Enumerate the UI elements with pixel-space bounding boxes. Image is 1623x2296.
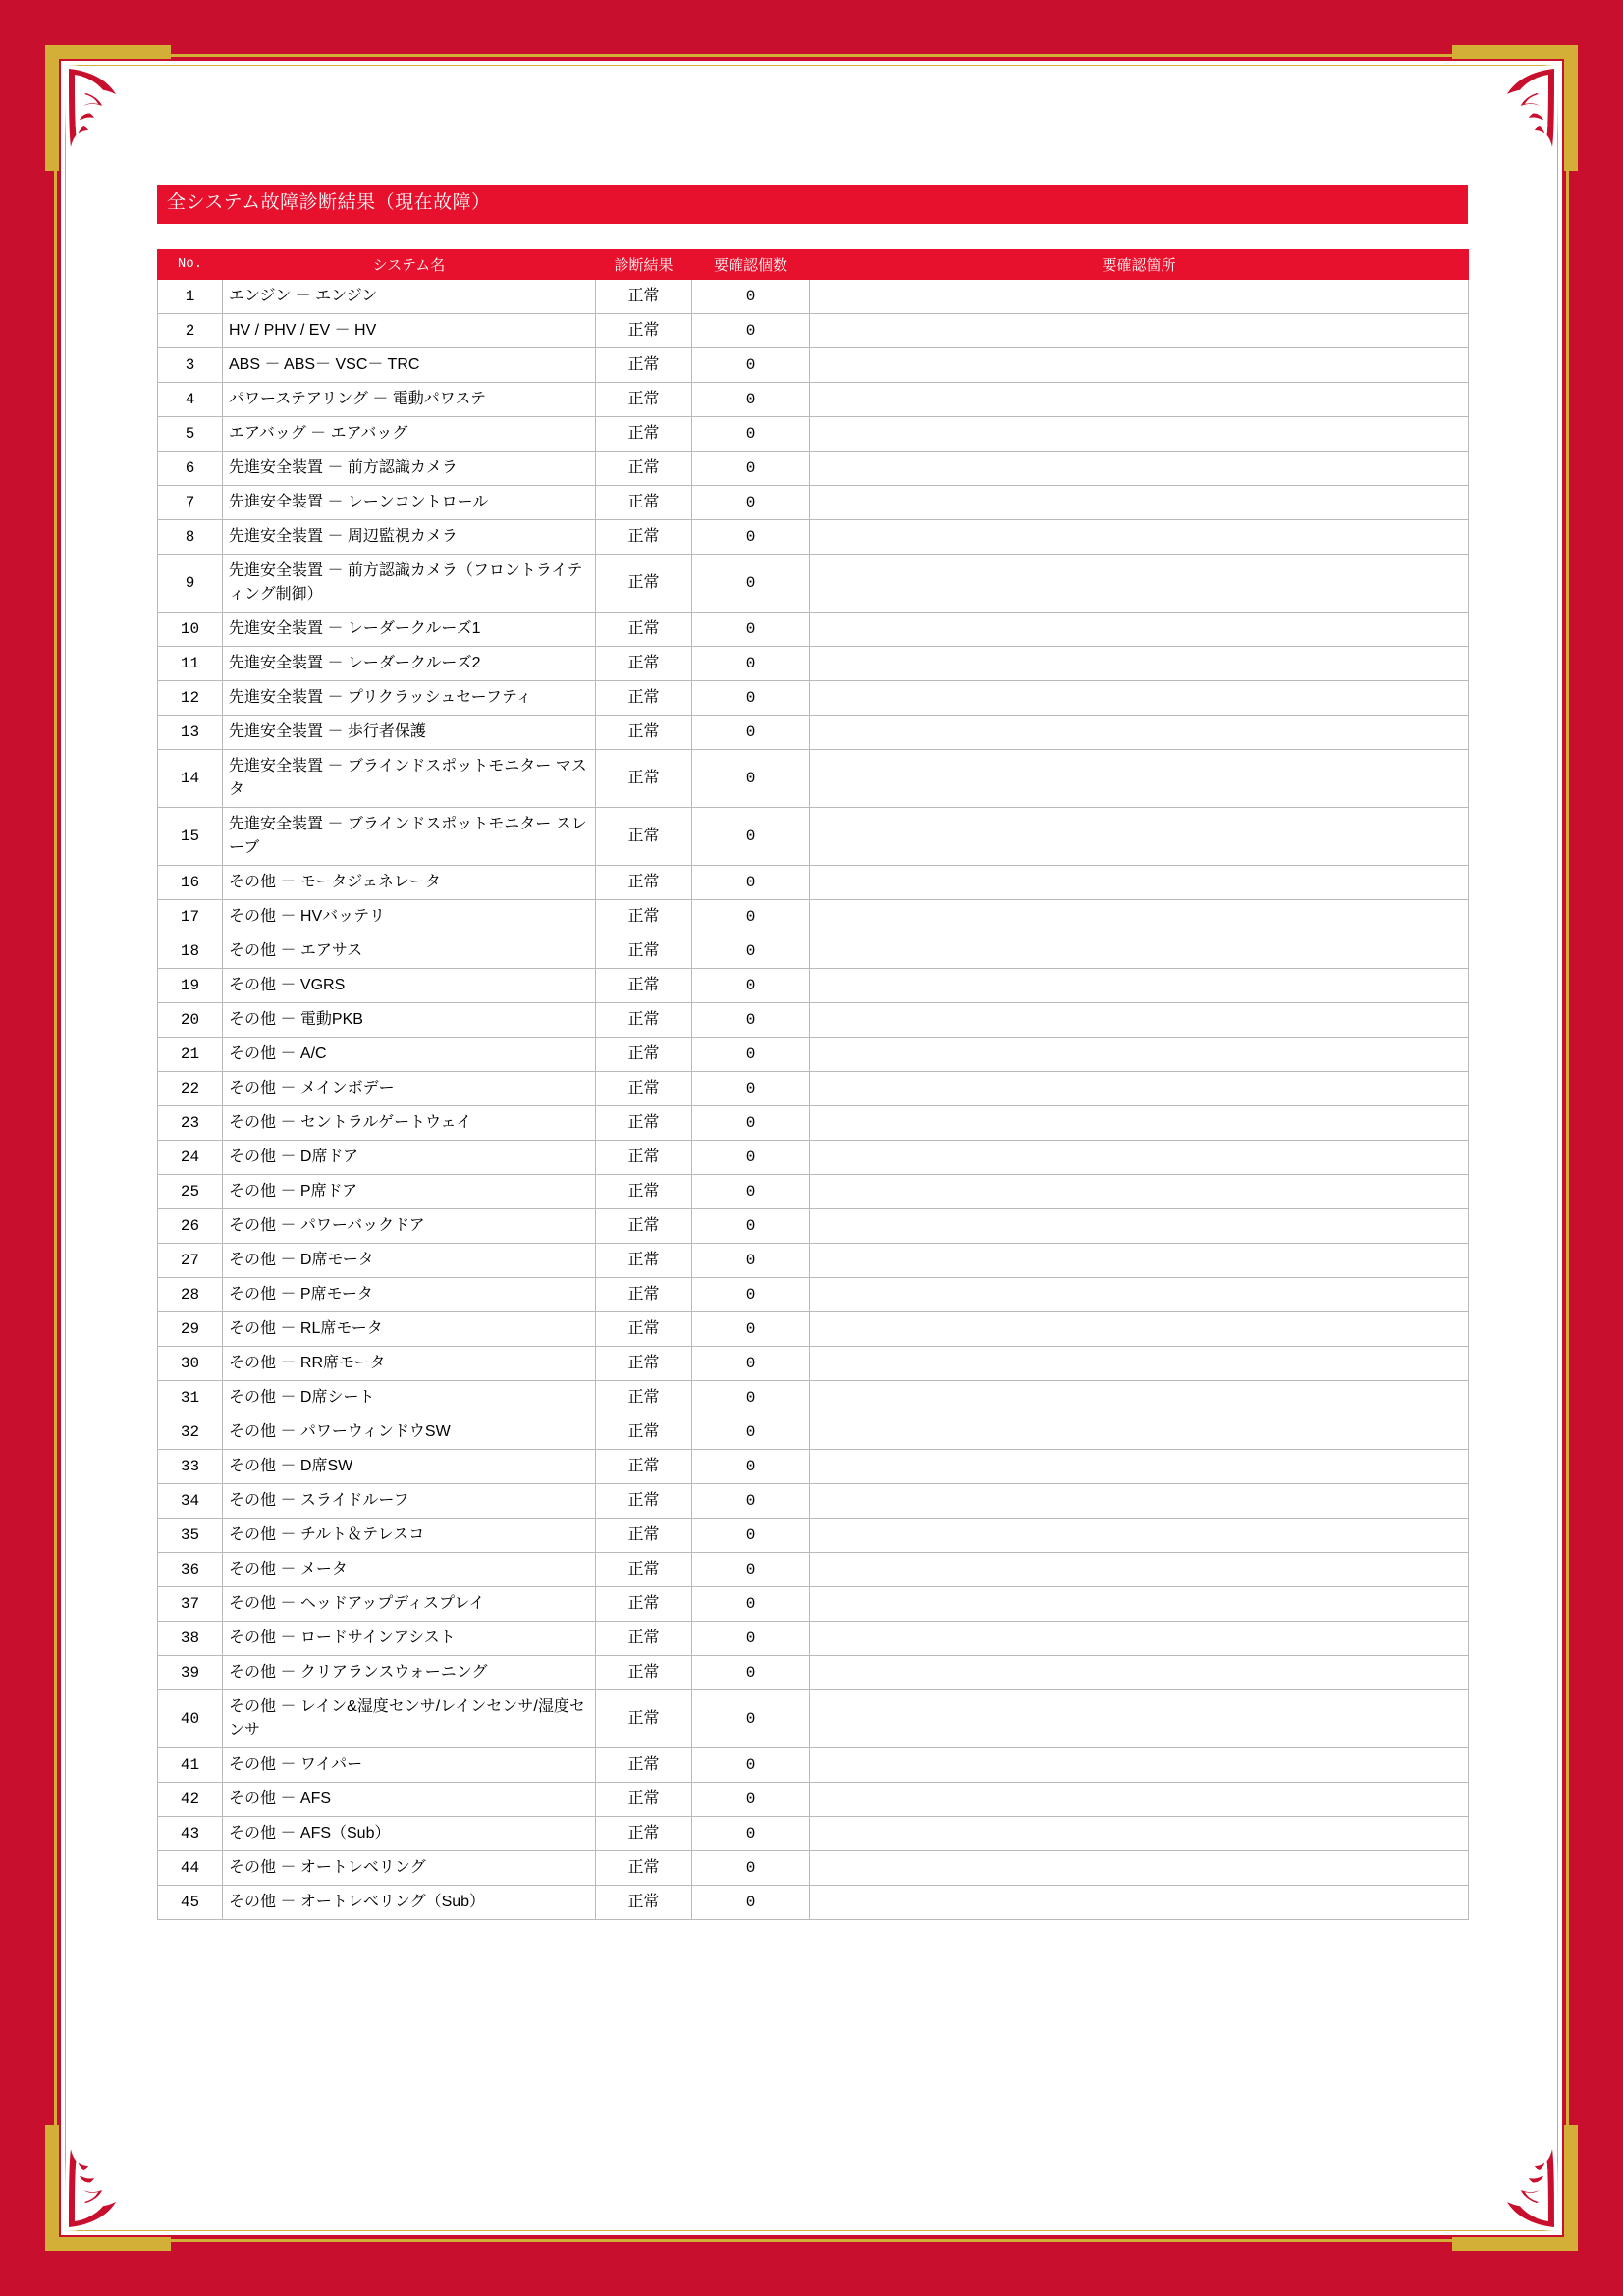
table-row [158, 934, 1469, 968]
cell-no: 27 [158, 1243, 223, 1277]
table-row [158, 1140, 1469, 1174]
cell-count: 0 [692, 899, 810, 934]
cell-result: 正常 [596, 899, 692, 934]
cell-system: 先進安全装置 － 前方認識カメラ（フロントライティング制御） [223, 554, 596, 612]
cell-place [810, 807, 1469, 865]
cell-count: 0 [692, 1655, 810, 1689]
cell-system: エアバッグ － エアバッグ [223, 416, 596, 451]
cell-no: 6 [158, 451, 223, 485]
cell-system: その他 － HVバッテリ [223, 899, 596, 934]
cell-no: 1 [158, 279, 223, 313]
cell-place [810, 1311, 1469, 1346]
document-content [157, 185, 1468, 1920]
cell-count: 0 [692, 1105, 810, 1140]
cell-place [810, 1037, 1469, 1071]
cell-system: その他 － チルト＆テレスコ [223, 1518, 596, 1552]
cell-count: 0 [692, 416, 810, 451]
cell-system: その他 － クリアランスウォーニング [223, 1655, 596, 1689]
cell-result: 正常 [596, 1415, 692, 1449]
cell-result: 正常 [596, 279, 692, 313]
cell-system: 先進安全装置 － レーダークルーズ1 [223, 612, 596, 646]
cell-no: 20 [158, 1002, 223, 1037]
cell-count: 0 [692, 1552, 810, 1586]
cell-system: その他 － オートレベリング [223, 1850, 596, 1885]
cell-no: 9 [158, 554, 223, 612]
cell-place [810, 279, 1469, 313]
diagnostic-results-table [157, 249, 1469, 1920]
table-row [158, 1885, 1469, 1919]
cell-no: 14 [158, 749, 223, 807]
cell-no: 24 [158, 1140, 223, 1174]
table-row [158, 451, 1469, 485]
cell-result: 正常 [596, 680, 692, 715]
cell-system: その他 － AFS（Sub） [223, 1816, 596, 1850]
cell-result: 正常 [596, 1552, 692, 1586]
cell-no: 4 [158, 382, 223, 416]
cell-count: 0 [692, 715, 810, 749]
column-header-system: システム名 [223, 249, 596, 279]
cell-count: 0 [692, 1311, 810, 1346]
cell-result: 正常 [596, 1621, 692, 1655]
table-row [158, 646, 1469, 680]
cell-place [810, 1552, 1469, 1586]
cell-count: 0 [692, 934, 810, 968]
cell-result: 正常 [596, 865, 692, 899]
cell-count: 0 [692, 1782, 810, 1816]
table-row [158, 1816, 1469, 1850]
cell-result: 正常 [596, 554, 692, 612]
cell-system: その他 － オートレベリング（Sub） [223, 1885, 596, 1919]
cell-place [810, 899, 1469, 934]
cell-result: 正常 [596, 347, 692, 382]
table-row [158, 347, 1469, 382]
table-row [158, 1552, 1469, 1586]
cell-place [810, 1380, 1469, 1415]
cell-count: 0 [692, 1747, 810, 1782]
cell-no: 26 [158, 1208, 223, 1243]
cell-no: 33 [158, 1449, 223, 1483]
cell-result: 正常 [596, 1311, 692, 1346]
cell-system: その他 － レイン&湿度センサ/レインセンサ/湿度センサ [223, 1689, 596, 1747]
cell-count: 0 [692, 1449, 810, 1483]
cell-count: 0 [692, 1415, 810, 1449]
cell-result: 正常 [596, 1850, 692, 1885]
cell-place [810, 1208, 1469, 1243]
cell-count: 0 [692, 1885, 810, 1919]
cell-count: 0 [692, 807, 810, 865]
cell-count: 0 [692, 1071, 810, 1105]
cell-place [810, 1415, 1469, 1449]
cell-result: 正常 [596, 485, 692, 519]
column-header-no: No. [158, 249, 223, 279]
cell-result: 正常 [596, 807, 692, 865]
cell-place [810, 451, 1469, 485]
cell-no: 32 [158, 1415, 223, 1449]
cell-result: 正常 [596, 1243, 692, 1277]
cell-system: その他 － ヘッドアップディスプレイ [223, 1586, 596, 1621]
cell-count: 0 [692, 1346, 810, 1380]
table-row [158, 1850, 1469, 1885]
cell-system: その他 － P席ドア [223, 1174, 596, 1208]
cell-system: その他 － メータ [223, 1552, 596, 1586]
table-row [158, 313, 1469, 347]
column-header-place: 要確認箇所 [810, 249, 1469, 279]
cell-system: その他 － RL席モータ [223, 1311, 596, 1346]
cell-result: 正常 [596, 1816, 692, 1850]
table-row [158, 1071, 1469, 1105]
cell-no: 45 [158, 1885, 223, 1919]
cell-no: 39 [158, 1655, 223, 1689]
cell-place [810, 1002, 1469, 1037]
cell-count: 0 [692, 1174, 810, 1208]
cell-no: 35 [158, 1518, 223, 1552]
cell-count: 0 [692, 1243, 810, 1277]
cell-place [810, 1071, 1469, 1105]
cell-system: その他 － VGRS [223, 968, 596, 1002]
cell-system: その他 － パワーウィンドウSW [223, 1415, 596, 1449]
table-row [158, 1483, 1469, 1518]
cell-no: 36 [158, 1552, 223, 1586]
table-row [158, 1243, 1469, 1277]
cell-count: 0 [692, 279, 810, 313]
table-header-row [158, 249, 1469, 279]
cell-result: 正常 [596, 968, 692, 1002]
cell-place [810, 646, 1469, 680]
cell-place [810, 347, 1469, 382]
cell-count: 0 [692, 1483, 810, 1518]
cell-place [810, 1747, 1469, 1782]
cell-result: 正常 [596, 382, 692, 416]
cell-no: 40 [158, 1689, 223, 1747]
cell-result: 正常 [596, 1380, 692, 1415]
cell-result: 正常 [596, 1105, 692, 1140]
cell-result: 正常 [596, 1885, 692, 1919]
cell-system: 先進安全装置 － ブラインドスポットモニター スレーブ [223, 807, 596, 865]
cell-result: 正常 [596, 1174, 692, 1208]
cell-place [810, 1689, 1469, 1747]
cell-count: 0 [692, 1816, 810, 1850]
cell-no: 41 [158, 1747, 223, 1782]
page-title: 全システム故障診断結果（現在故障） [157, 185, 1468, 224]
cell-no: 12 [158, 680, 223, 715]
cell-system: ABS － ABS－ VSC－ TRC [223, 347, 596, 382]
cell-place [810, 416, 1469, 451]
cell-system: その他 － D席シート [223, 1380, 596, 1415]
cell-place [810, 1277, 1469, 1311]
table-row [158, 279, 1469, 313]
cell-place [810, 968, 1469, 1002]
cell-result: 正常 [596, 1689, 692, 1747]
table-row [158, 1380, 1469, 1415]
cell-no: 34 [158, 1483, 223, 1518]
cell-count: 0 [692, 1689, 810, 1747]
cell-place [810, 1782, 1469, 1816]
cell-system: その他 － D席モータ [223, 1243, 596, 1277]
cell-no: 18 [158, 934, 223, 968]
cell-count: 0 [692, 680, 810, 715]
cell-system: その他 － A/C [223, 1037, 596, 1071]
cell-place [810, 715, 1469, 749]
cell-no: 15 [158, 807, 223, 865]
cell-count: 0 [692, 485, 810, 519]
cell-count: 0 [692, 451, 810, 485]
cell-result: 正常 [596, 451, 692, 485]
cell-no: 17 [158, 899, 223, 934]
cell-count: 0 [692, 968, 810, 1002]
cell-place [810, 1140, 1469, 1174]
cell-count: 0 [692, 1850, 810, 1885]
table-row [158, 1277, 1469, 1311]
table-row [158, 715, 1469, 749]
cell-count: 0 [692, 612, 810, 646]
cell-place [810, 313, 1469, 347]
cell-count: 0 [692, 1621, 810, 1655]
cell-no: 13 [158, 715, 223, 749]
cell-place [810, 1243, 1469, 1277]
table-row [158, 1037, 1469, 1071]
cell-system: その他 － エアサス [223, 934, 596, 968]
table-row [158, 1346, 1469, 1380]
cell-no: 25 [158, 1174, 223, 1208]
cell-result: 正常 [596, 1655, 692, 1689]
cell-count: 0 [692, 1208, 810, 1243]
cell-place [810, 485, 1469, 519]
cell-place [810, 1346, 1469, 1380]
table-row [158, 1415, 1469, 1449]
table-row [158, 554, 1469, 612]
cell-result: 正常 [596, 1518, 692, 1552]
table-row [158, 1586, 1469, 1621]
cell-count: 0 [692, 1277, 810, 1311]
cell-count: 0 [692, 1140, 810, 1174]
cell-place [810, 1885, 1469, 1919]
cell-count: 0 [692, 554, 810, 612]
cell-result: 正常 [596, 313, 692, 347]
cell-no: 28 [158, 1277, 223, 1311]
cell-system: その他 － P席モータ [223, 1277, 596, 1311]
cell-system: 先進安全装置 － プリクラッシュセーフティ [223, 680, 596, 715]
cell-result: 正常 [596, 1586, 692, 1621]
cell-no: 2 [158, 313, 223, 347]
table-row [158, 749, 1469, 807]
table-row [158, 1449, 1469, 1483]
table-row [158, 612, 1469, 646]
table-row [158, 1518, 1469, 1552]
cell-system: 先進安全装置 － 歩行者保護 [223, 715, 596, 749]
cell-place [810, 519, 1469, 554]
table-row [158, 519, 1469, 554]
cell-no: 29 [158, 1311, 223, 1346]
cell-place [810, 749, 1469, 807]
table-row [158, 485, 1469, 519]
cell-no: 16 [158, 865, 223, 899]
cell-no: 5 [158, 416, 223, 451]
cell-result: 正常 [596, 1140, 692, 1174]
cell-result: 正常 [596, 1071, 692, 1105]
cell-place [810, 1449, 1469, 1483]
table-row [158, 382, 1469, 416]
cell-no: 23 [158, 1105, 223, 1140]
cell-no: 21 [158, 1037, 223, 1071]
cell-system: その他 － RR席モータ [223, 1346, 596, 1380]
column-header-result: 診断結果 [596, 249, 692, 279]
table-row [158, 1174, 1469, 1208]
cell-result: 正常 [596, 1277, 692, 1311]
cell-place [810, 680, 1469, 715]
cell-no: 30 [158, 1346, 223, 1380]
cell-place [810, 382, 1469, 416]
cell-system: HV / PHV / EV － HV [223, 313, 596, 347]
cell-no: 10 [158, 612, 223, 646]
table-row [158, 1002, 1469, 1037]
cell-count: 0 [692, 1037, 810, 1071]
cell-place [810, 934, 1469, 968]
table-row [158, 1105, 1469, 1140]
cell-result: 正常 [596, 934, 692, 968]
table-row [158, 1311, 1469, 1346]
cell-count: 0 [692, 1002, 810, 1037]
cell-count: 0 [692, 382, 810, 416]
table-row [158, 416, 1469, 451]
cell-system: エンジン － エンジン [223, 279, 596, 313]
cell-system: その他 － ロードサインアシスト [223, 1621, 596, 1655]
cell-place [810, 1621, 1469, 1655]
table-row [158, 1655, 1469, 1689]
cell-result: 正常 [596, 1002, 692, 1037]
cell-no: 22 [158, 1071, 223, 1105]
cell-no: 37 [158, 1586, 223, 1621]
cell-no: 3 [158, 347, 223, 382]
cell-place [810, 554, 1469, 612]
cell-count: 0 [692, 646, 810, 680]
corner-ornament-icon [45, 45, 171, 171]
cell-place [810, 865, 1469, 899]
cell-result: 正常 [596, 1483, 692, 1518]
corner-ornament-icon [1452, 45, 1578, 171]
cell-place [810, 1105, 1469, 1140]
table-row [158, 1689, 1469, 1747]
cell-place [810, 1174, 1469, 1208]
cell-system: その他 － AFS [223, 1782, 596, 1816]
cell-count: 0 [692, 313, 810, 347]
cell-no: 38 [158, 1621, 223, 1655]
cell-count: 0 [692, 865, 810, 899]
table-row [158, 1782, 1469, 1816]
cell-count: 0 [692, 519, 810, 554]
cell-result: 正常 [596, 612, 692, 646]
column-header-count: 要確認個数 [692, 249, 810, 279]
table-row [158, 680, 1469, 715]
cell-result: 正常 [596, 519, 692, 554]
cell-result: 正常 [596, 1208, 692, 1243]
cell-system: 先進安全装置 － レーンコントロール [223, 485, 596, 519]
cell-place [810, 1483, 1469, 1518]
cell-system: パワーステアリング － 電動パワステ [223, 382, 596, 416]
table-row [158, 1621, 1469, 1655]
cell-place [810, 612, 1469, 646]
cell-system: その他 － ワイパー [223, 1747, 596, 1782]
cell-no: 42 [158, 1782, 223, 1816]
cell-result: 正常 [596, 1449, 692, 1483]
cell-count: 0 [692, 347, 810, 382]
cell-no: 7 [158, 485, 223, 519]
cell-no: 19 [158, 968, 223, 1002]
cell-system: その他 － D席SW [223, 1449, 596, 1483]
cell-system: 先進安全装置 － レーダークルーズ2 [223, 646, 596, 680]
cell-place [810, 1655, 1469, 1689]
cell-result: 正常 [596, 749, 692, 807]
cell-result: 正常 [596, 416, 692, 451]
cell-result: 正常 [596, 1782, 692, 1816]
cell-no: 43 [158, 1816, 223, 1850]
corner-ornament-icon [45, 2125, 171, 2251]
cell-system: その他 － モータジェネレータ [223, 865, 596, 899]
cell-result: 正常 [596, 715, 692, 749]
cell-result: 正常 [596, 1346, 692, 1380]
cell-system: その他 － パワーバックドア [223, 1208, 596, 1243]
cell-system: 先進安全装置 － 前方認識カメラ [223, 451, 596, 485]
table-row [158, 865, 1469, 899]
cell-no: 11 [158, 646, 223, 680]
cell-place [810, 1518, 1469, 1552]
cell-system: 先進安全装置 － 周辺監視カメラ [223, 519, 596, 554]
cell-no: 8 [158, 519, 223, 554]
cell-count: 0 [692, 1380, 810, 1415]
cell-system: その他 － スライドルーフ [223, 1483, 596, 1518]
table-row [158, 1747, 1469, 1782]
cell-count: 0 [692, 1586, 810, 1621]
cell-system: その他 － 電動PKB [223, 1002, 596, 1037]
table-row [158, 807, 1469, 865]
cell-no: 31 [158, 1380, 223, 1415]
cell-place [810, 1816, 1469, 1850]
cell-no: 44 [158, 1850, 223, 1885]
cell-system: 先進安全装置 － ブラインドスポットモニター マスタ [223, 749, 596, 807]
cell-result: 正常 [596, 1037, 692, 1071]
cell-result: 正常 [596, 646, 692, 680]
cell-result: 正常 [596, 1747, 692, 1782]
cell-count: 0 [692, 1518, 810, 1552]
cell-system: その他 － セントラルゲートウェイ [223, 1105, 596, 1140]
cell-place [810, 1586, 1469, 1621]
cell-count: 0 [692, 749, 810, 807]
corner-ornament-icon [1452, 2125, 1578, 2251]
cell-system: その他 － メインボデー [223, 1071, 596, 1105]
cell-system: その他 － D席ドア [223, 1140, 596, 1174]
table-row [158, 1208, 1469, 1243]
cell-place [810, 1850, 1469, 1885]
table-row [158, 899, 1469, 934]
table-row [158, 968, 1469, 1002]
